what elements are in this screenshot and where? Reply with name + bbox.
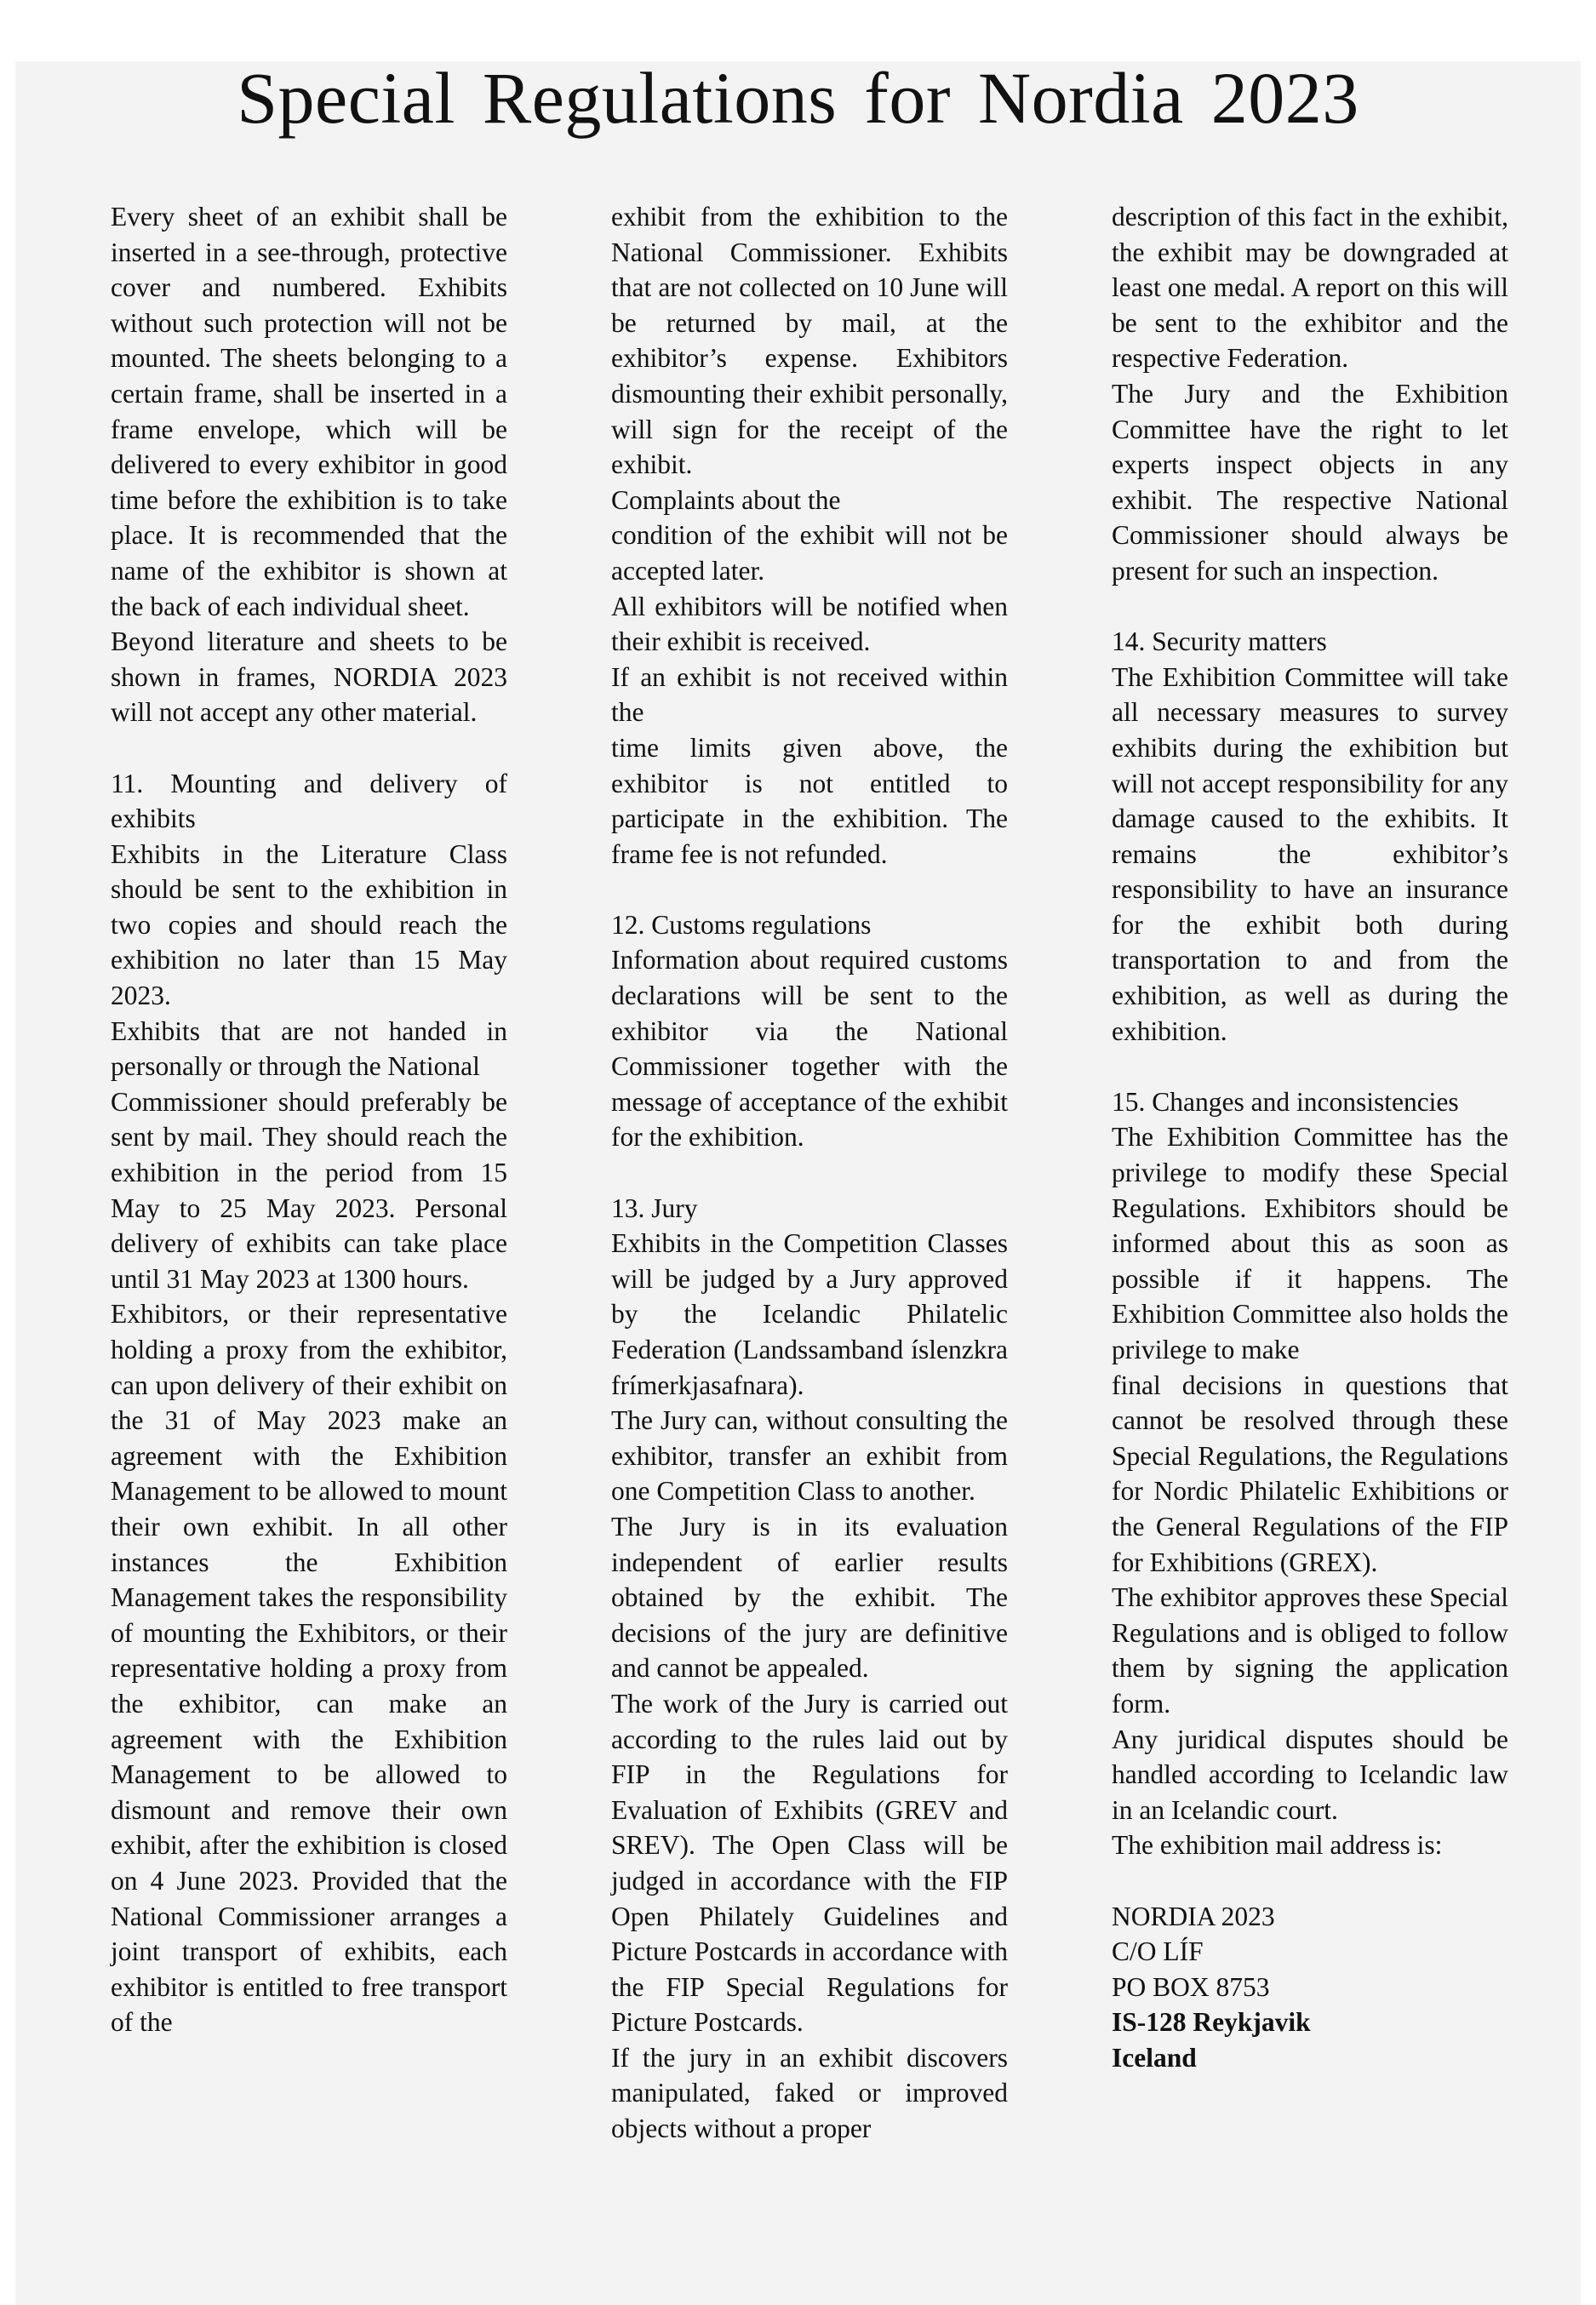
address-line: NORDIA 2023 — [1112, 1901, 1275, 1931]
paragraph: All exhibitors will be notified when their exhibit is received. — [611, 591, 1008, 657]
paragraph: exhibit from the exhibition to the National Commissioner. Exhibits that are not collected on 10 June will be returned by mail, at the exhibitor’s expense. Exhibitors dismounting their exhibit personally, will sign for the receipt of the exhibit. — [611, 202, 1008, 480]
paragraph: The Jury and the Exhibition Committee have the right to let experts inspect objects in any exhibit. The respective National Commissioner should always be present for such an inspection. — [1112, 378, 1508, 586]
paragraph: description of this fact in the exhibit, the exhibit may be downgraded at least one medal. A report on this will be sent to the exhibitor and the respective Federation. — [1112, 202, 1508, 374]
column-2 — [611, 199, 1008, 2147]
column-3 — [1112, 199, 1508, 2075]
paragraph: final decisions in questions that cannot be resolved through these Special Regulations, the Regulations for Nordic Philatelic Exhibitions or the General Regulations of the FIP for Exhibitions (GREX). — [1112, 1370, 1508, 1577]
paragraph: Beyond literature and sheets to be shown in frames, NORDIA 2023 will not accept any other material. — [111, 626, 507, 728]
section-heading-14: 14. Security matters — [1112, 626, 1327, 657]
paragraph: Complaints about the — [611, 484, 841, 515]
paragraph: Exhibitors, or their representative holding a proxy from the exhibitor, can upon delivery of their exhibit on the 31 of May 2023 make an agreement with the Exhibition Management to be allowed to mount their own exhibit. In all other instances the Exhibition Management takes the responsibility of mounting the Exhibitors, or their representative holding a proxy from the exhibitor, can make an agreement with the Exhibition Management to be allowed to dismount and remove their own exhibit, after the exhibition is closed on 4 June 2023. Provided that the National Commissioner arranges a joint transport of exhibits, each exhibitor is entitled to free transport of the — [111, 1299, 507, 2038]
paragraph: Any juridical disputes should be handled according to Icelandic law in an Icelandic court. — [1112, 1724, 1508, 1825]
section-heading-11: 11. Mounting and delivery of exhibits — [111, 768, 507, 834]
address-line: Iceland — [1112, 2042, 1197, 2073]
paragraph: If the jury in an exhibit discovers manipulated, faked or improved objects without a proper — [611, 2042, 1008, 2144]
page-title: Special Regulations for Nordia 2023 — [237, 57, 1359, 139]
section-heading-13: 13. Jury — [611, 1193, 698, 1223]
paragraph: The Exhibition Committee will take all necessary measures to survey exhibits during the exhibition but will not accept responsibility for any damage caused to the exhibits. It remains the exhibitor’s responsibility to have an insurance for the exhibit both during transportation to and from the exhibition, as well as during the exhibition. — [1112, 661, 1508, 1046]
address-line: IS-128 Reykjavik — [1112, 2007, 1311, 2038]
paragraph: Commissioner should preferably be sent by mail. They should reach the exhibition in the period from 15 May to 25 May 2023. Personal delivery of exhibits can take place until 31 May 2023 at 1300 hours. — [111, 1086, 507, 1294]
address-line: C/O LÍF — [1112, 1936, 1204, 1967]
section-heading-15: 15. Changes and inconsistencies — [1112, 1086, 1459, 1117]
column-1 — [111, 199, 507, 2040]
paragraph: The Exhibition Committee has the privilege to modify these Special Regulations. Exhibitors should be informed about this as soon as possible if it happens. The Exhibition Committee also holds the privilege to make — [1112, 1122, 1508, 1364]
paragraph: time limits given above, the exhibitor is not entitled to participate in the exhibition. The frame fee is not refunded. — [611, 732, 1008, 869]
paragraph: Every sheet of an exhibit shall be inserted in a see-through, protective cover and numbered. Exhibits without such protection will not be mounted. The sheets belonging to a certain frame, shall be inserted in a frame envelope, which will be delivered to every exhibitor in good time before the exhibition is to take place. It is recommended that the name of the exhibitor is shown at the back of each individual sheet. — [111, 202, 507, 621]
paragraph: If an exhibit is not received within the — [611, 661, 1008, 728]
paragraph: The Jury is in its evaluation independent of earlier results obtained by the exhibit. The decisions of the jury are definitive and cannot be appealed. — [611, 1511, 1008, 1684]
paragraph: Exhibits in the Competition Classes will be judged by a Jury approved by the Icelandic Philatelic Federation (Landssamband íslenzkra frímerkjasafnara). — [611, 1228, 1008, 1400]
paragraph: Information about required customs declarations will be sent to the exhibitor via the National Commissioner together with the message of acceptance of the exhibit for the exhibition. — [611, 945, 1008, 1152]
paragraph: The exhibitor approves these Special Regulations and is obliged to follow them by signing the application form. — [1112, 1582, 1508, 1719]
paragraph: The Jury can, without consulting the exhibitor, transfer an exhibit from one Competition Class to another. — [611, 1405, 1008, 1507]
paragraph: The exhibition mail address is: — [1112, 1830, 1443, 1861]
section-heading-12: 12. Customs regulations — [611, 909, 872, 940]
paragraph: condition of the exhibit will not be accepted later. — [611, 520, 1008, 586]
address-line: PO BOX 8753 — [1112, 1971, 1270, 2002]
paragraph: Exhibits in the Literature Class should be sent to the exhibition in two copies and should reach the exhibition no later than 15 May 2023. — [111, 838, 507, 1011]
paragraph: Exhibits that are not handed in personally or through the National — [111, 1015, 507, 1082]
paragraph: The work of the Jury is carried out according to the rules laid out by FIP in the Regulations for Evaluation of Exhibits (GREV and SREV). The Open Class will be judged in accordance with the FIP Open Philately Guidelines and Picture Postcards in accordance with the FIP Special Regulations for Picture Postcards. — [611, 1688, 1008, 2038]
